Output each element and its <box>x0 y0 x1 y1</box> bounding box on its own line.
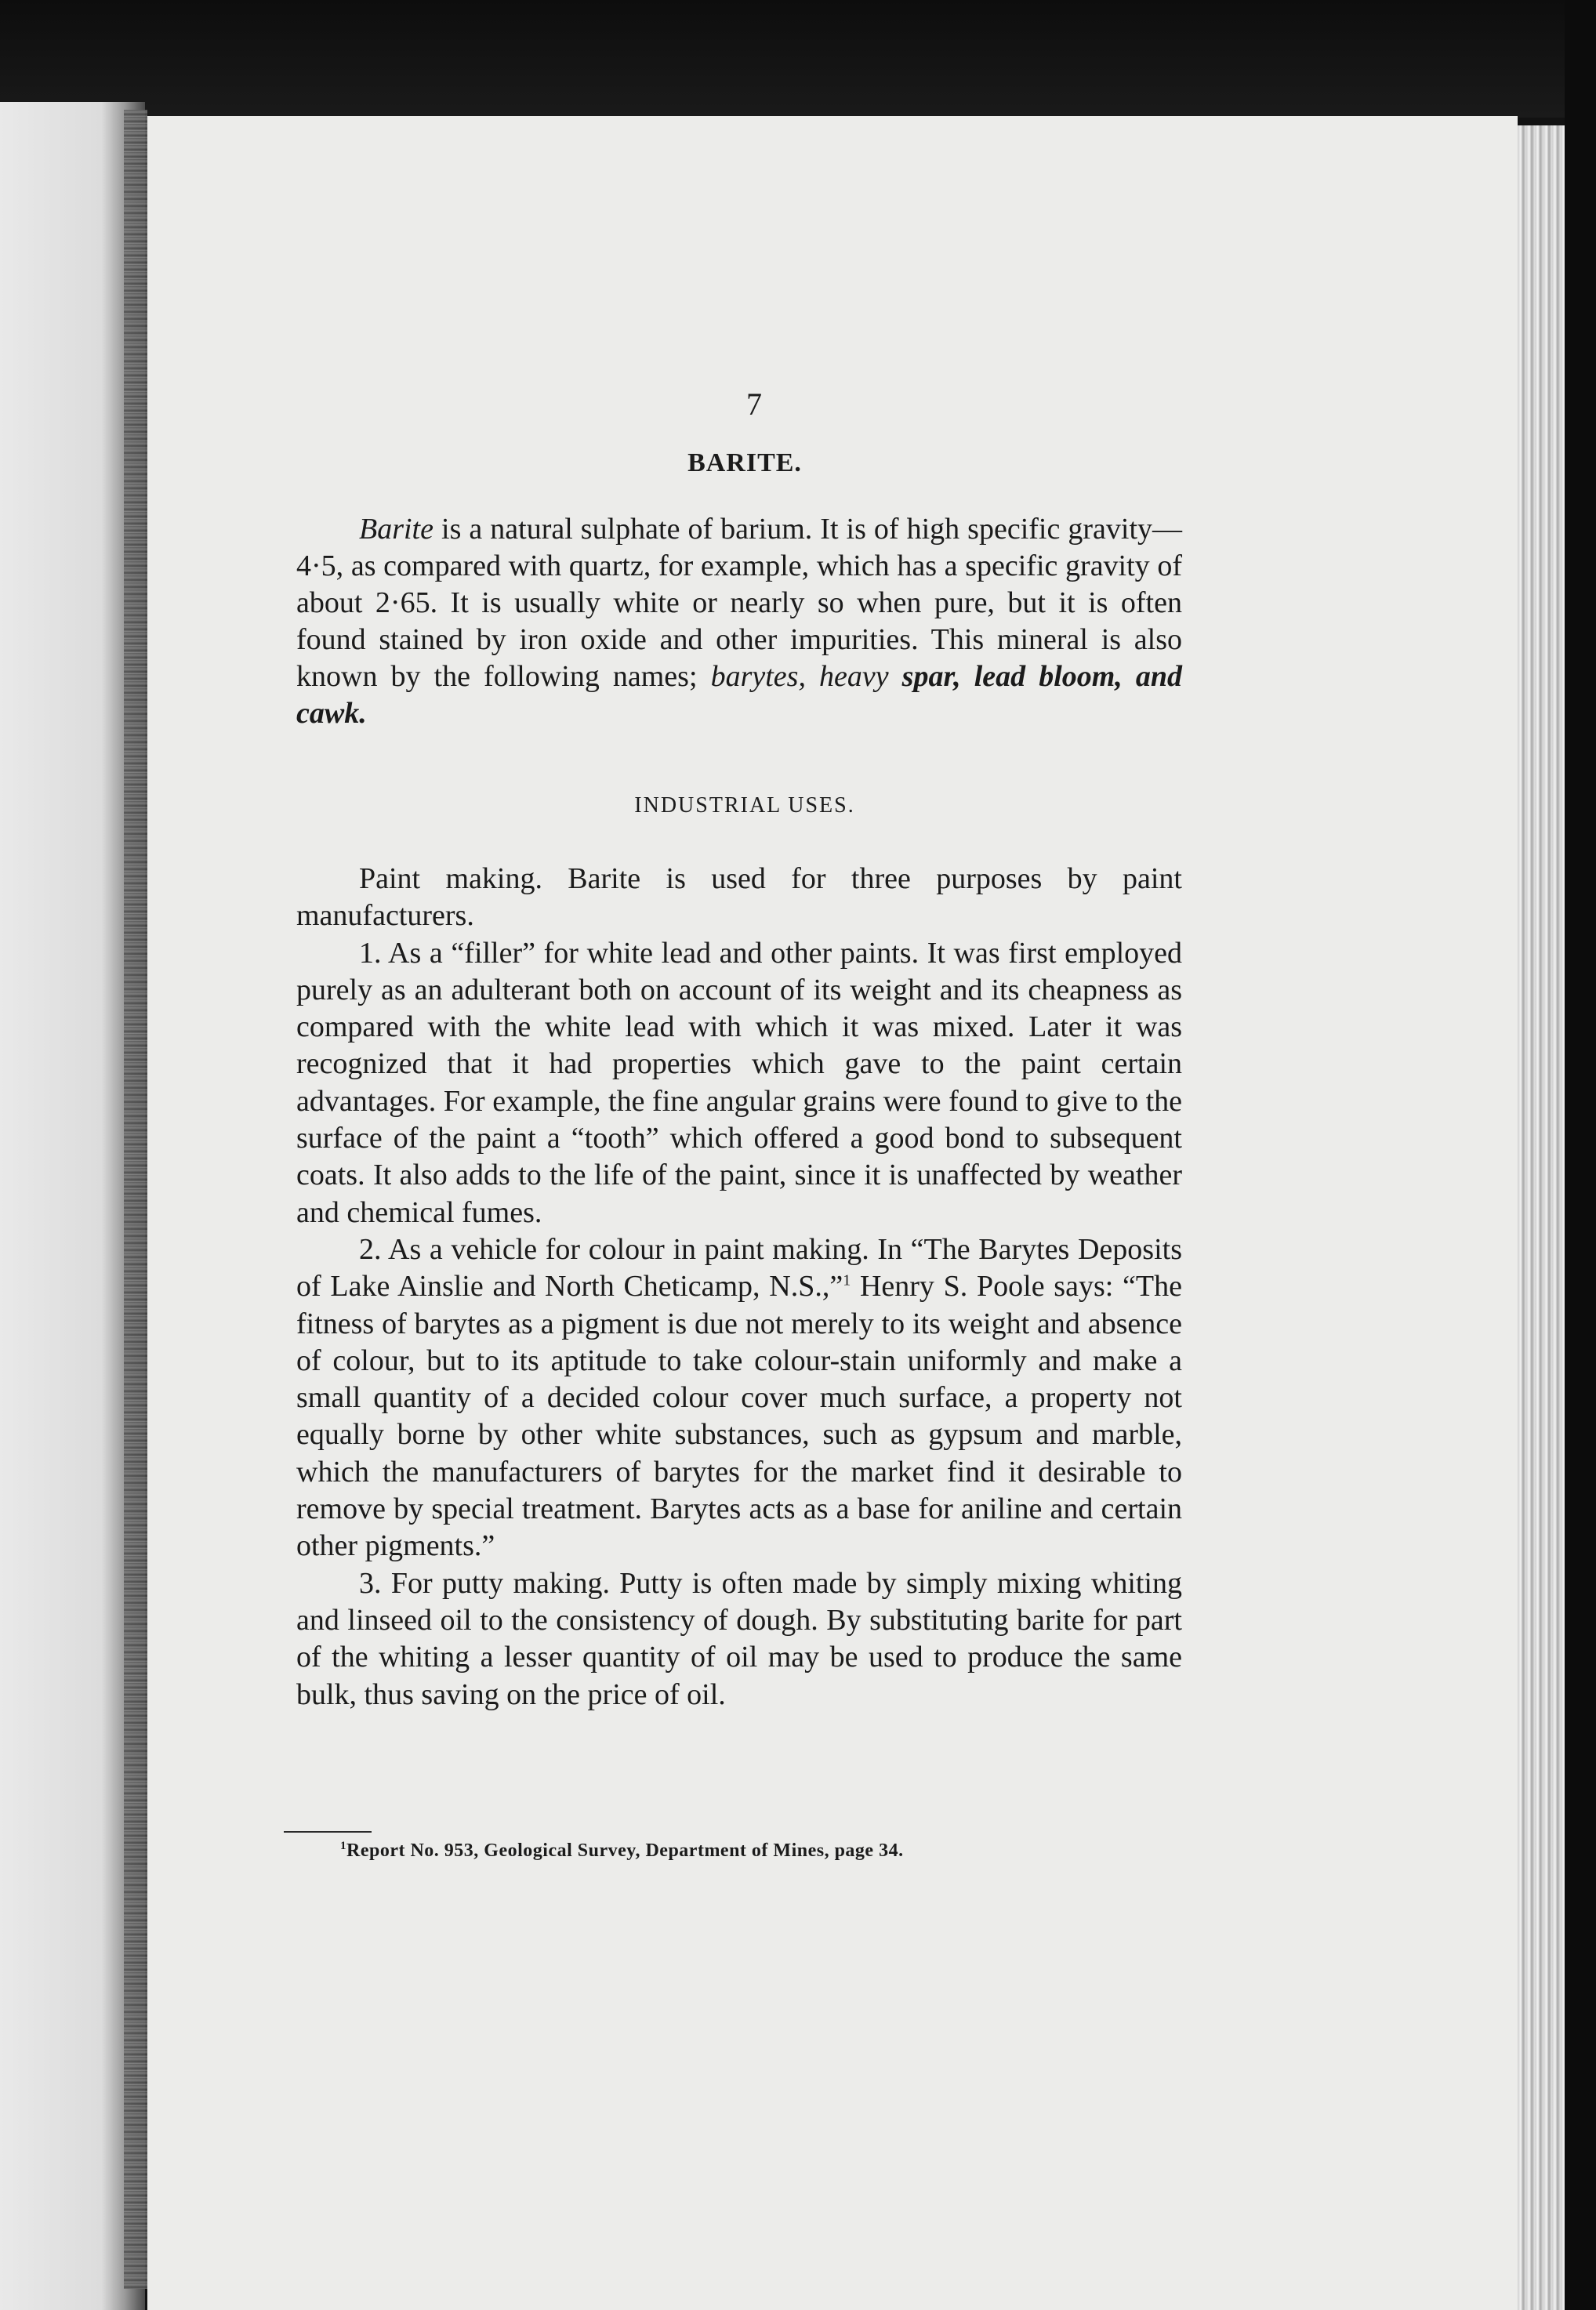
page-number: 7 <box>746 386 762 422</box>
use-item-1: 1. As a “filler” for white lead and other paints. It was first employed purely as an adulterant both on account of its weight and its cheapness as compared with the white lead with which it was mixed. Later it was recognized that it had properties which gave to the paint certain advantages. For example, the fine angular grains were found to give to the surface of the paint a “tooth” which offered a good bond to subsequent coats. It also adds to the life of the paint, since it is unaffected by weather and chemical fumes. <box>296 936 1182 1229</box>
footnote-number: 1 <box>340 1840 346 1852</box>
term-barite: Barite <box>359 513 433 546</box>
section-heading: INDUSTRIAL USES. <box>634 793 855 818</box>
alternative-names: barytes, heavy <box>710 660 889 693</box>
page-title: BARITE. <box>687 448 802 477</box>
footnote <box>340 1840 1046 1862</box>
use-item-2-text-a: 2. As a vehicle for colour in paint making. In “The Barytes Deposits of Lake Ainslie and North Cheticamp, N.S.,” <box>296 1232 1182 1304</box>
use-item-2-text-b: Henry S. Poole says: “The fitness of barytes as a pigment is due not merely to its weight and absence of colour, but to its aptitude to take colour-stain uniformly and make a small quantity of a decided colour cover much surface, a property not equally borne by other white substances, such as gypsum and marble, which the manufacturers of barytes for the market find it desirable to remove by special treatment. Barytes acts as a base for aniline and certain other pigments.” <box>296 1270 1182 1563</box>
alternative-names-bold: spar, lead bloom, and cawk. <box>296 660 1182 730</box>
intro-paragraph <box>296 511 1182 732</box>
use-item-3: 3. For putty making. Putty is often made by simply mixing whiting and linseed oil to the consistency of dough. By substituting barite for part of the whiting a lesser quantity of oil may be used to produce the same bulk, thus saving on the price of oil. <box>296 1566 1182 1711</box>
intro-text: is a natural sulphate of barium. It is of high specific gravity—4·5, as compared with quartz, for example, which has a specific gravity of about 2·65. It is usually white or nearly so when pure, but it is often found stained by iron oxide and other impurities. This mineral is also known by the following names; <box>296 513 1182 693</box>
uses-body <box>296 861 1182 1713</box>
footnote-text: Report No. 953, Geological Survey, Department of Mines, page 34. <box>346 1840 904 1861</box>
use-item-2 <box>296 1231 1182 1565</box>
book-binding <box>124 110 147 2289</box>
microfilm-frame-top <box>0 0 1596 118</box>
footnote-marker: 1 <box>843 1271 851 1289</box>
footnote-rule <box>284 1831 372 1833</box>
page-stack-edge <box>1518 125 1565 2310</box>
microfilm-frame-right <box>1565 0 1596 2310</box>
paint-making-paragraph: Paint making. Barite is used for three purposes by paint manufacturers. <box>296 862 1182 933</box>
